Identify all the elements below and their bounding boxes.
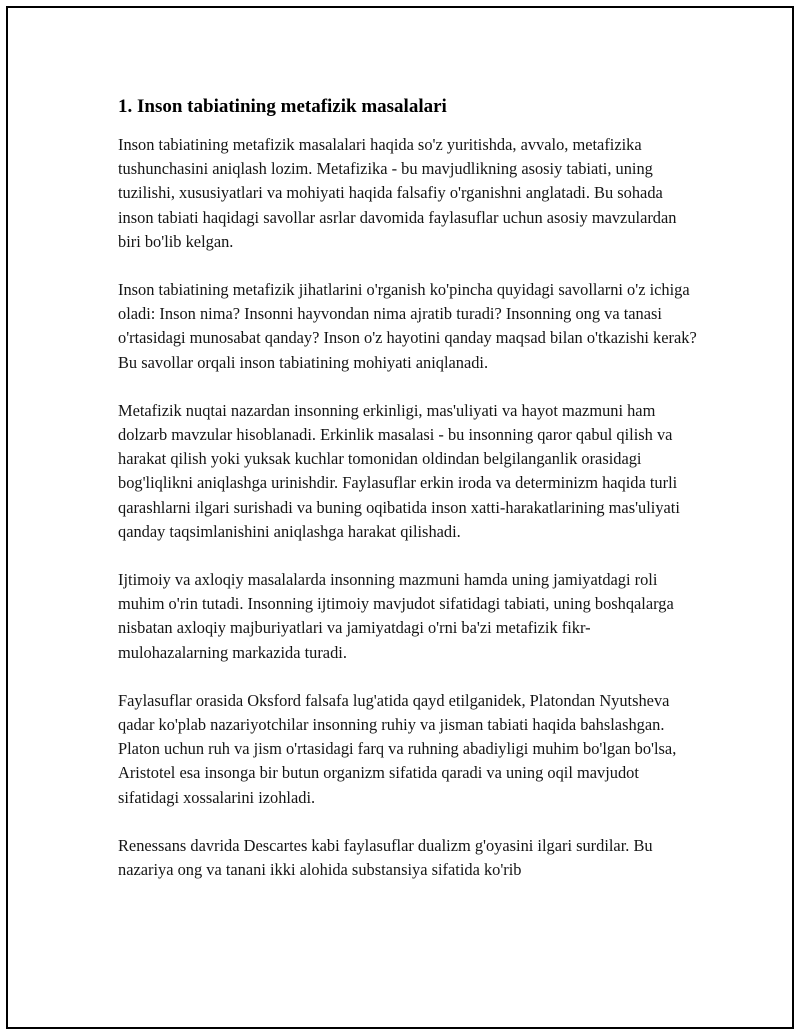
section-heading: 1. Inson tabiatining metafizik masalalari (118, 96, 447, 117)
document-body (118, 95, 698, 906)
paragraph-2: Inson tabiatining metafizik jihatlarini o'rganish ko'pincha quyidagi savollarni o'z ichiga oladi: Inson nima? Insonni hayvondan nima ajratib turadi? Insonning ong va tanasi o'rtasidagi munosabat qanday? Inson o'z hayotini qanday maqsad bilan o'tkazishi kerak? Bu savollar orqali inson tabiatining mohiyati aniqlanadi. (118, 280, 697, 372)
paragraph-3: Metafizik nuqtai nazardan insonning erkinligi, mas'uliyati va hayot mazmuni ham dolzarb mavzular hisoblanadi. Erkinlik masalasi - bu insonning qaror qabul qilish va harakat qilish yoki yuksak kuchlar tomonidan oldindan belgilanganlik orasidagi bog'liqlikni aniqlashga urinishdir. Faylasuflar erkin iroda va determinizm haqida turli qarashlarni ilgari surishadi va buning oqibatida inson xatti-harakatlarining mas'uliyati qanday taqsimlanishini aniqlashga harakat qilishadi. (118, 400, 680, 541)
paragraph-5: Faylasuflar orasida Oksford falsafa lug'atida qayd etilganidek, Platondan Nyutsheva qadar ko'plab nazariyotchilar insonning ruhiy va jisman tabiati haqida bahslashgan. Platon uchun ruh va jism o'rtasidagi farq va ruhning abadiyligi muhim bo'lgan bo'lsa, Aristotel esa insonga bir butun organizm sifatida qaradi va uning oqil mavjudot sifatidagi xossalarini izohladi. (118, 690, 677, 807)
paragraph-1: Inson tabiatining metafizik masalalari haqida so'z yuritishda, avvalo, metafizika tushunchasini aniqlash lozim. Metafizika - bu mavjudlikning asosiy tabiati, uning tuzilishi, xususiyatlari va mohiyati haqida falsafiy o'rganishni anglatadi. Bu sohada inson tabiati haqidagi savollar asrlar davomida faylasuflar uchun asosiy mavzulardan biri bo'lib kelgan. (118, 135, 677, 251)
paragraph-6: Renessans davrida Descartes kabi faylasuflar dualizm g'oyasini ilgari surdilar. Bu nazariya ong va tanani ikki alohida substansiya sifatida ko'rib (118, 835, 653, 880)
paragraph-4: Ijtimoiy va axloqiy masalalarda insonning mazmuni hamda uning jamiyatdagi roli muhim o'rin tutadi. Insonning ijtimoiy mavjudot sifatidagi tabiati, uning boshqalarga nisbatan axloqiy majburiyatlari va jamiyatdagi o'rni ba'zi metafizik fikr-mulohazalarning markazida turadi. (118, 570, 674, 662)
